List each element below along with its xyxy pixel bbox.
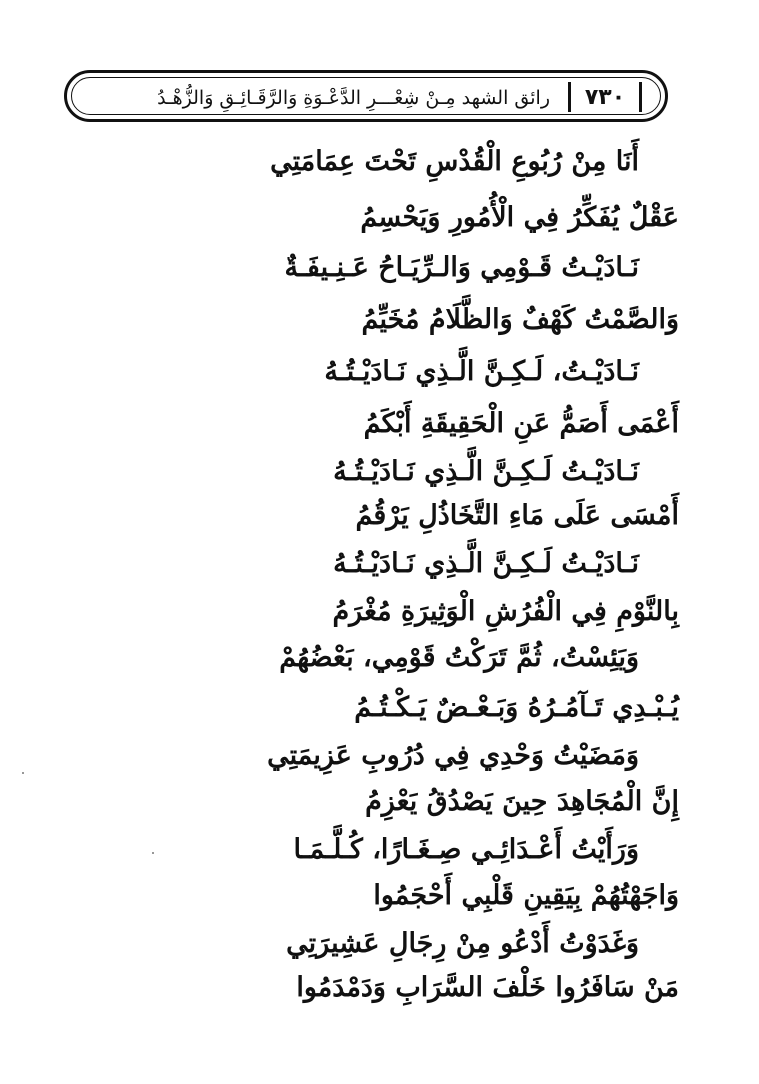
scan-speck: [22, 772, 24, 774]
poem-line-9: نَـادَيْـتُ لَـكِـنَّ الَّـذِي نَـادَيْـتُـهُ: [333, 548, 639, 579]
poem-line-12: يُـبْـدِي تَـآمُـرُهُ وَبَـعْـضٌ يَـكْـتُـمُ: [354, 692, 679, 723]
scan-speck: [152, 852, 154, 854]
poem-line-8: أَمْسَى عَلَى مَاءِ التَّخَاذُلِ يَرْقُمُ: [355, 500, 679, 531]
poem-line-17: وَغَدَوْتُ أَدْعُو مِنْ رِجَالِ عَشِيرَتِي: [286, 928, 639, 959]
header-inner-border: [71, 77, 661, 115]
poem-line-4: وَالصَّمْتُ كَهْفٌ وَالظَّلَامُ مُخَيِّمُ: [361, 304, 679, 335]
poem-line-3: نَـادَيْـتُ قَـوْمِي وَالـرِّيَـاحُ عَـنِـيفَـةٌ: [284, 252, 639, 283]
page-header: [64, 70, 668, 122]
poem-line-10: بِالنَّوْمِ فِي الْفُرُشِ الْوَثِيرَةِ مُغْرَمُ: [332, 596, 679, 627]
poem-line-18: مَنْ سَافَرُوا خَلْفَ السَّرَابِ وَدَمْدَمُوا: [296, 972, 679, 1003]
poem-line-2: عَقْلٌ يُفَكِّرُ فِي الْأُمُورِ وَيَحْسِمُ: [360, 202, 679, 233]
poem-line-6: أَعْمَى أَصَمُّ عَنِ الْحَقِيقَةِ أَبْكَمُ: [363, 408, 679, 439]
poem-line-15: وَرَأَيْتُ أَعْـدَائِـي صِـغَـارًا، كُـلَّـمَـا: [293, 834, 639, 865]
page-number: ٧٣٠: [568, 82, 642, 112]
running-title: رائق الشهد مِـنْ شِعْـــرِ الدَّعْـوَةِ وَالرَّقَـائِـقِ وَالزُّهْـدُ: [157, 87, 550, 109]
poem-line-5: نَـادَيْـتُ، لَـكِـنَّ الَّـذِي نَـادَيْـتُـهُ: [324, 356, 639, 387]
poem-line-16: وَاجَهْتُهُمْ بِيَقِينِ قَلْبِي أَحْجَمُوا: [373, 880, 679, 911]
poem-line-11: وَيَئِسْتُ، ثُمَّ تَرَكْتُ قَوْمِي، بَعْضُهُمْ: [279, 642, 639, 673]
poem-line-13: وَمَضَيْتُ وَحْدِي فِي دُرُوبِ عَزِيمَتِي: [267, 740, 639, 771]
poem-line-1: أَنَا مِنْ رُبُوعِ الْقُدْسِ تَحْتَ عِمَامَتِي: [270, 146, 639, 177]
poem-line-7: نَـادَيْـتُ لَـكِـنَّ الَّـذِي نَـادَيْـتُـهُ: [333, 456, 639, 487]
poem-line-14: إِنَّ الْمُجَاهِدَ حِينَ يَصْدُقُ يَعْزِمُ: [365, 786, 679, 817]
